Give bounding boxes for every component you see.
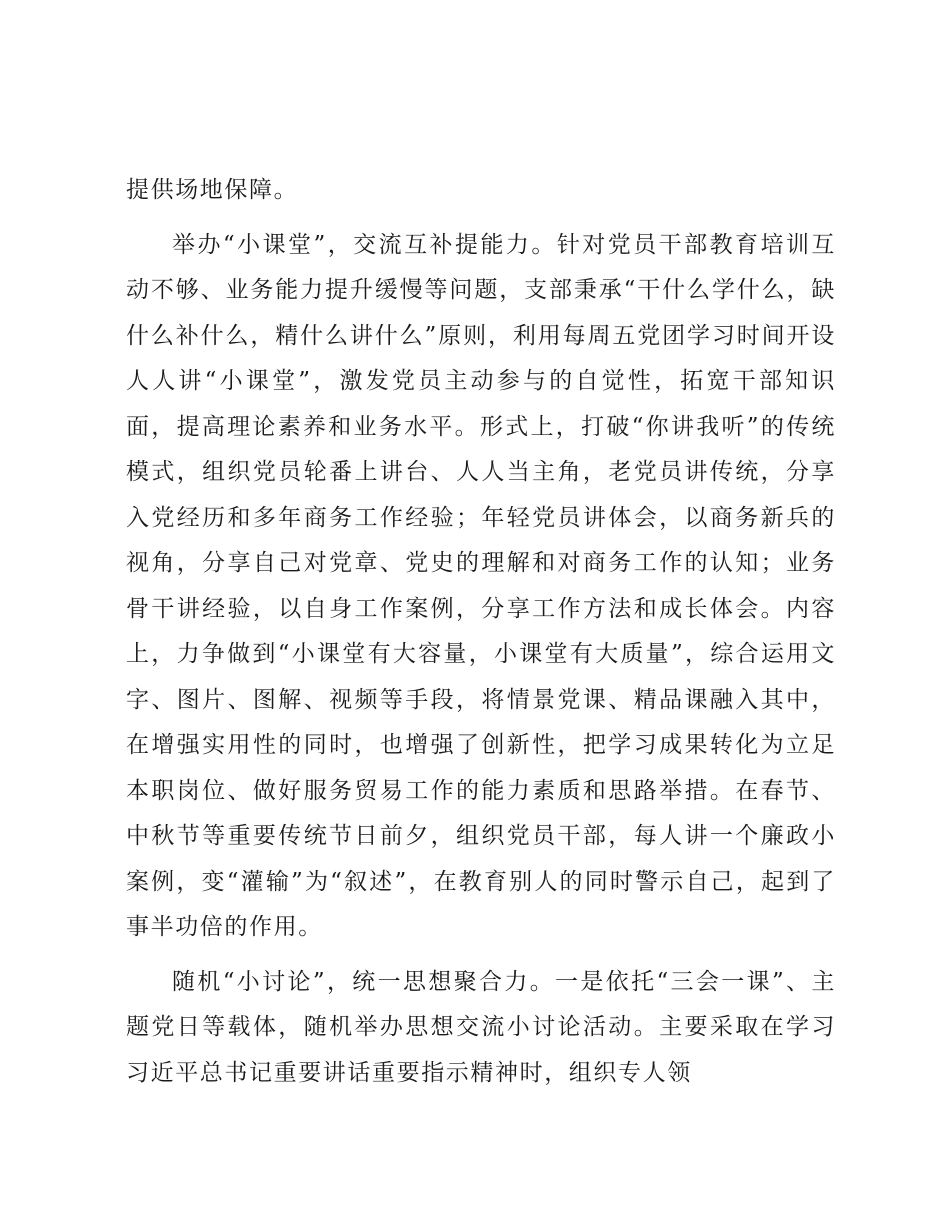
paragraph-small-discussion: 随机“小讨论”，统一思想聚合力。一是依托“三会一课”、主题党日等载体，随机举办思想交流小讨论活动。主要采取在学习习近平总书记重要讲话重要指示精神时，组织专人领	[126, 968, 836, 1086]
paragraph-small-classroom: 举办“小课堂”，交流互补提能力。针对党员干部教育培训互动不够、业务能力提升缓慢等问题，支部秉承“干什么学什么，缺什么补什么，精什么讲什么”原则，利用每周五党团学习时间开设人人讲“小课堂”，激发党员主动参与的自觉性，拓宽干部知识面，提高理论素养和业务水平。形式上，打破“你讲我听”的传统模式，组织党员轮番上讲台、人人当主角，老党员讲传统，分享入党经历和多年商务工作经验；年轻党员讲体会，以商务新兵的视角，分享自己对党章、党史的理解和对商务工作的认知；业务骨干讲经验，以自身工作案例，分享工作方法和成长体会。内容上，力争做到“小课堂有大容量，小课堂有大质量”，综合运用文字、图片、图解、视频等手段，将情景党课、精品课融入其中，在增强实用性的同时，也增强了创新性，把学习成果转化为立足本职岗位、做好服务贸易工作的能力素质和思路举措。在春节、中秋节等重要传统节日前夕，组织党员干部，每人讲一个廉政小案例，变“灌输”为“叙述”，在教育别人的同时警示自己，起到了事半功倍的作用。	[126, 231, 836, 940]
document-body	[126, 168, 836, 1105]
paragraph-continuation: 提供场地保障。	[126, 177, 299, 203]
